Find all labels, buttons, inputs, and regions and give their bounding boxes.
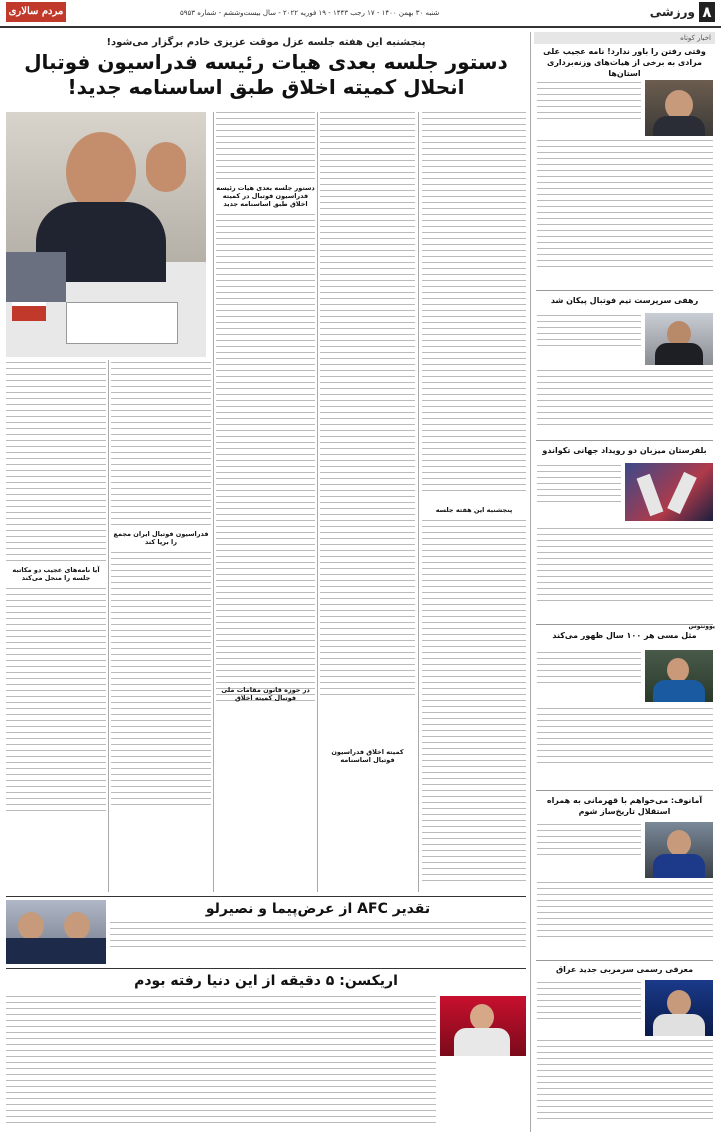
subhead: دستور جلسه بعدی هیات رئیسه فدراسیون فوتبال در کمیته اخلاق طبق اساسنامه جدید	[216, 184, 315, 208]
afc-body	[110, 922, 526, 952]
overline: پنجشنبه این هفته جلسه عزل موقت عزیزی خادم برگزار می‌شود!	[106, 37, 426, 48]
photo-ali-moradi	[645, 80, 713, 136]
article-column-4	[111, 362, 211, 810]
dateline: شنبه ۳۰ بهمن ۱۴۰۰ - ۱۷ رجب ۱۴۴۳ - ۱۹ فوریه ۲۰۲۲ - سال بیست‌وششم - شماره ۵۹۵۳	[180, 9, 440, 17]
sidebar-item-2	[534, 295, 715, 306]
photo-eriksen	[440, 996, 526, 1056]
article-column-5	[6, 362, 106, 816]
sidebar-header: اخبار کوتاه	[534, 32, 715, 44]
section-title: ورزشی	[649, 5, 695, 19]
sidebar-item-label: یوونتوس	[688, 623, 715, 630]
headline	[6, 50, 526, 100]
photo-messi	[645, 650, 713, 702]
subhead: آیا نامه‌های عجیب دو مکاتبه جلسه را منحل می‌کند	[12, 566, 100, 582]
sidebar-item-7	[534, 630, 715, 641]
headline-line-2: انحلال کمیته اخلاق طبق اساسنامه جدید!	[67, 75, 465, 99]
photo-azizi-khadem	[6, 112, 206, 357]
sidebar-item-8	[534, 795, 715, 817]
sidebar-item-title: بلفرستان میزبان دو رویداد جهانی تکواندو	[542, 446, 707, 455]
sidebar-item-9	[534, 964, 715, 975]
sidebar-item-title: معرفی رسمی سرمربی جدید عراق	[555, 965, 694, 974]
subhead: پنجشنبه این هفته جلسه	[435, 506, 513, 514]
newspaper-logo: مردم سالاری	[6, 2, 66, 22]
sidebar-item-1	[534, 46, 715, 79]
photo-afc	[6, 900, 106, 964]
subhead: کمیته اخلاق فدراسیون فوتبال اساسنامه	[331, 748, 404, 764]
sidebar-item-title: آمانوف: می‌خواهم با قهرمانی به همراه استقلال تاریخ‌ساز شوم	[546, 796, 703, 816]
column-divider	[530, 32, 531, 1132]
article-column-3	[216, 112, 315, 706]
photo-rahfi	[645, 313, 713, 365]
article-column-1	[422, 112, 526, 496]
afc-headline: تقدیر AFC از عرض‌پیما و نصیرلو	[205, 901, 431, 917]
sidebar-item-title: وقتی رفتن را باور ندارد! نامه عجیب علی مرادی به برخی از هیات‌های وزنه‌برداری استان‌ها	[543, 47, 706, 78]
sidebar-item-body	[537, 140, 713, 272]
page-number: ۸	[699, 2, 715, 22]
sidebar-item-body	[537, 82, 641, 124]
article-column-2	[320, 112, 415, 700]
subhead: در حوزه قانون مقامات ملی فوتبال کمیته اخلاق	[221, 686, 310, 702]
photo-iraq-coach	[645, 980, 713, 1036]
sidebar-item-title: رهفی سرپرست تیم فوتبال پیکان شد	[550, 296, 699, 305]
photo-taekwondo	[625, 463, 713, 521]
subhead: فدراسیون فوتبال ایران مجمع را برپا کند	[113, 530, 209, 546]
eriksen-headline: اریکسن: ۵ دقیقه از این دنیا رفته بودم	[134, 973, 398, 989]
photo-amanov	[645, 822, 713, 878]
headline-line-1: دستور جلسه بعدی هیات رئیسه فدراسیون فوتبال	[24, 50, 508, 74]
eriksen-body	[6, 996, 436, 1128]
sidebar-item-title: مثل مسی هر ۱۰۰ سال ظهور می‌کند	[552, 631, 697, 640]
sidebar-item-5	[534, 445, 715, 456]
